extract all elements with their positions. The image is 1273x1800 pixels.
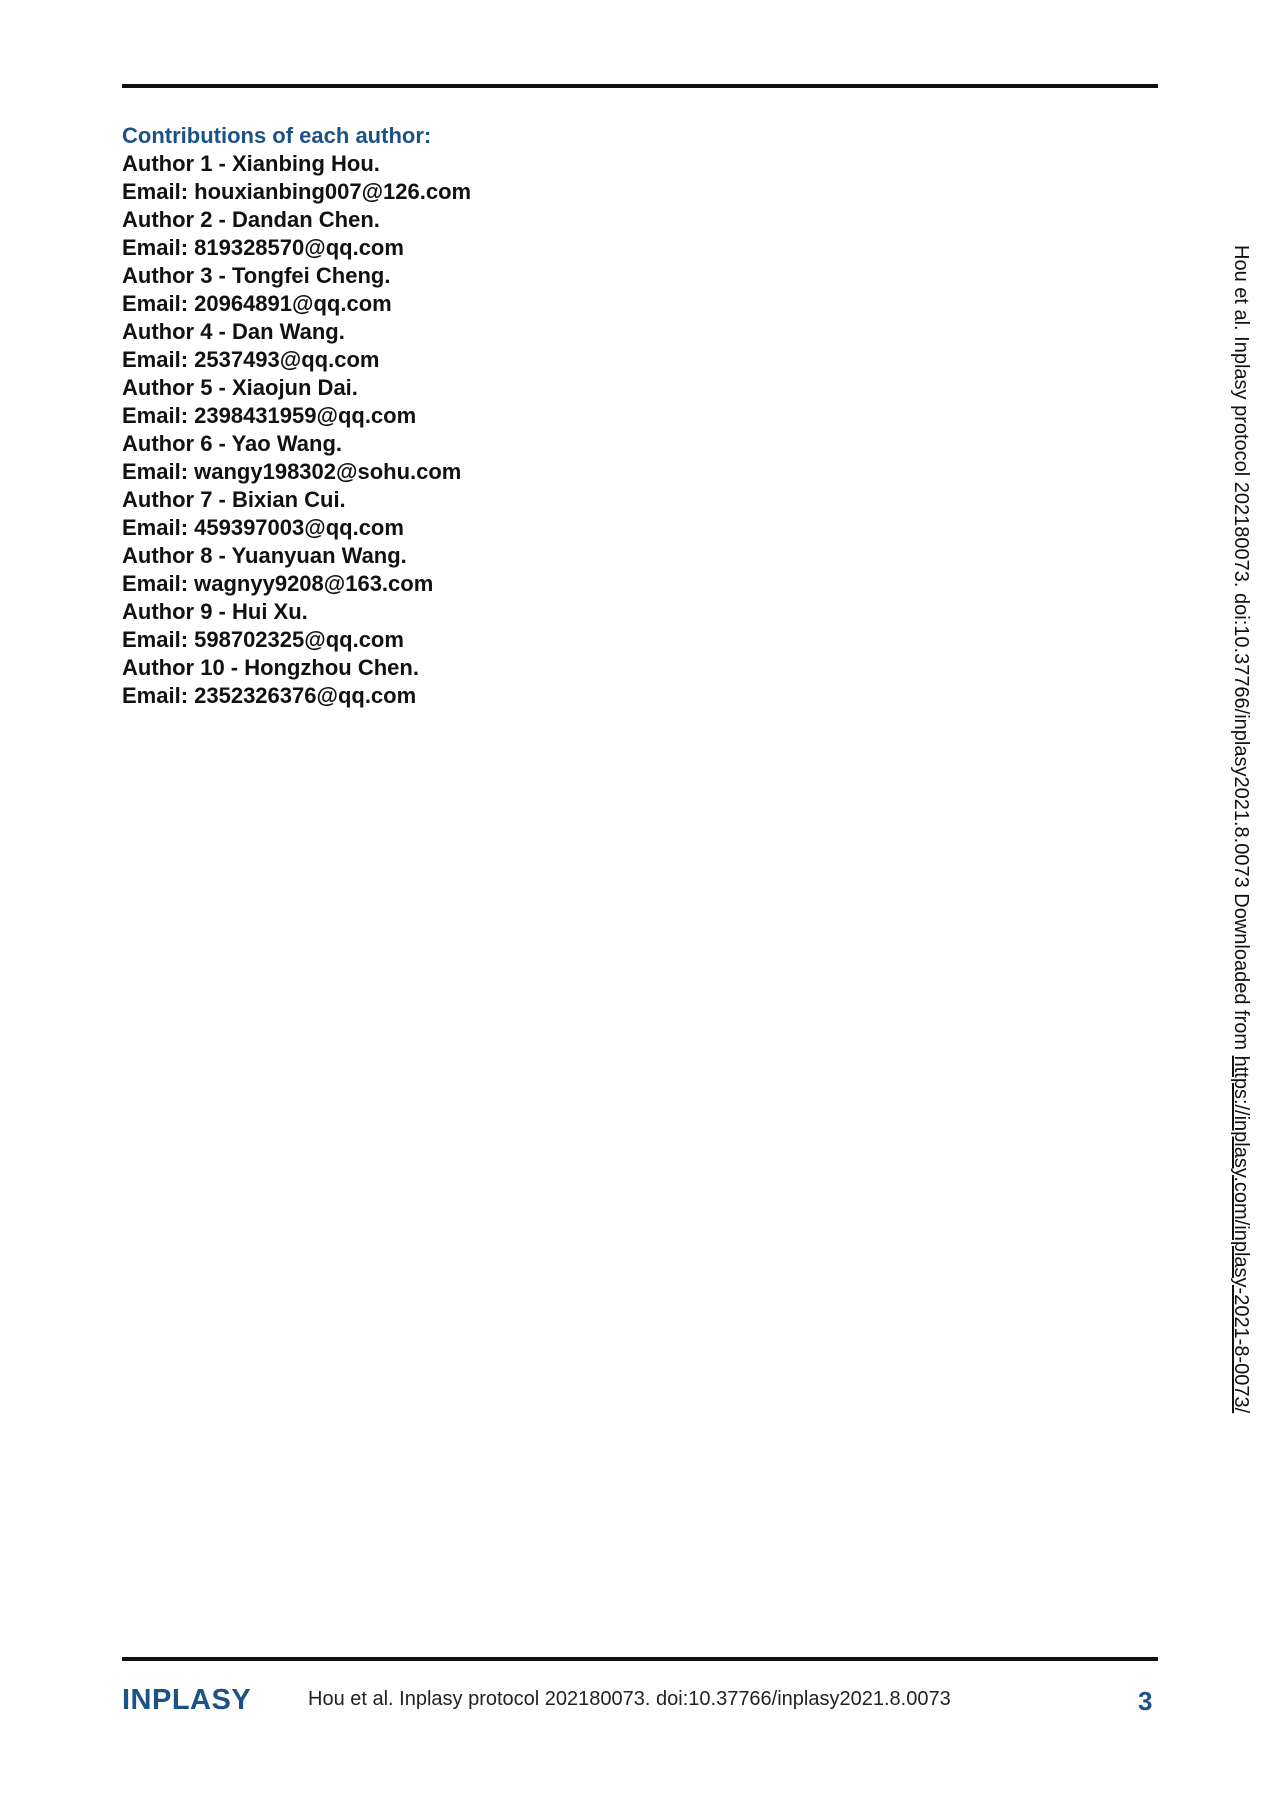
author-line: Author 10 - Hongzhou Chen. [122,655,419,680]
email-line: Email: wagnyy9208@163.com [122,571,434,596]
inplasy-logo: INPLASY [122,1684,252,1716]
email-line: Email: wangy198302@sohu.com [122,459,462,484]
email-line: Email: 819328570@qq.com [122,235,404,260]
email-line: Email: 2398431959@qq.com [122,403,417,428]
footer-citation: Hou et al. Inplasy protocol 202180073. doi:10.37766/inplasy2021.8.0073 [308,1688,951,1710]
author-line: Author 3 - Tongfei Cheng. [122,263,391,288]
bottom-rule [122,1657,1158,1661]
top-rule [122,84,1158,88]
email-line: Email: houxianbing007@126.com [122,179,472,204]
author-line: Author 6 - Yao Wang. [122,431,343,456]
author-line: Author 8 - Yuanyuan Wang. [122,543,407,568]
author-line: Author 2 - Dandan Chen. [122,207,380,232]
author-line: Author 9 - Hui Xu. [122,599,308,624]
email-line: Email: 459397003@qq.com [122,515,404,540]
section-heading: Contributions of each author: [122,123,432,148]
page-number: 3 [1138,1686,1153,1716]
author-line: Author 7 - Bixian Cui. [122,487,346,512]
side-download-note [1229,245,1253,1413]
author-line: Author 4 - Dan Wang. [122,319,345,344]
email-line: Email: 20964891@qq.com [122,291,392,316]
email-line: Email: 2352326376@qq.com [122,683,417,708]
author-line: Author 1 - Xianbing Hou. [122,151,380,176]
side-note-text: Hou et al. Inplasy protocol 202180073. doi:10.37766/inplasy2021.8.0073 Downloaded from [1230,245,1252,1056]
download-link[interactable]: https://inplasy.com/inplasy-2021-8-0073/ [1230,1055,1252,1414]
author-contributions-section [122,122,1022,710]
email-line: Email: 2537493@qq.com [122,347,380,372]
author-list [122,150,1022,710]
author-line: Author 5 - Xiaojun Dai. [122,375,358,400]
email-line: Email: 598702325@qq.com [122,627,404,652]
